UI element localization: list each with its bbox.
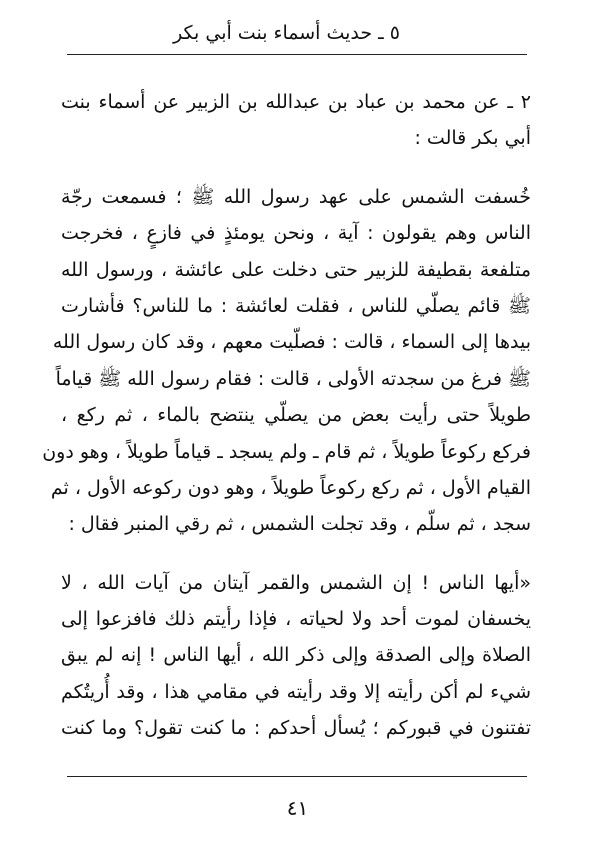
paragraph-eclipse-account (42, 179, 531, 543)
text-line: خُسفت الشمس على عهد رسول الله ﷺ ؛ فسمعت رجّة (61, 185, 531, 208)
text-line: القيام الأول ، ثم ركع ركوعاً طويلاً ، وهو دون ركوعه الأول ، ثم (50, 476, 531, 499)
page-number: ٤١ (286, 796, 309, 820)
text-line: «أيها الناس ! إن الشمس والقمر آيتان من آيات الله ، لا (61, 571, 531, 594)
hadith-text-body (42, 84, 531, 747)
text-line: يخسفان لموت أحد ولا لحياته ، فإذا رأيتم ذلك فافزعوا إلى (61, 608, 531, 631)
text-line: ٢ ـ عن محمد بن عباد بن عبدالله بن الزبير عن أسماء بنت (61, 91, 531, 113)
footer-divider (67, 776, 527, 777)
text-line: متلفعة بقطيفة للزبير حتى دخلت على عائشة ، ورسول الله (61, 258, 531, 281)
text-line: الصلاة وإلى الصدقة وإلى ذكر الله ، أيها الناس ! إنه لم يبق (61, 644, 531, 667)
text-line: سجد ، ثم سلّم ، وقد تجلت الشمس ، ثم رقي المنبر فقال : (68, 513, 531, 536)
text-line: ﷺ قائم يصلّي للناس ، فقلت لعائشة : ما للناس؟ فأشارت (61, 294, 531, 317)
text-line: تفتنون في قبوركم ؛ يُسأل أحدكم : ما كنت تقول؟ وما كنت (61, 717, 531, 740)
header-divider (67, 54, 527, 55)
text-line: الناس وهم يقولون : آية ، ونحن يومئذٍ في فازعٍ ، فخرجت (61, 222, 531, 245)
paragraph-narration-chain (61, 84, 531, 157)
paragraph-sermon-quote (61, 565, 531, 747)
text-line: بيدها إلى السماء ، قالت : فصلّيت معهم ، وقد كان رسول الله (52, 331, 531, 354)
text-line: فركع ركوعاً طويلاً ، ثم قام ـ ولم يسجد ـ قياماً طويلاً ، وهو دون (42, 440, 531, 463)
text-line: طويلاً حتى رأيت بعض من يصلّي ينتضح بالماء ، ثم ركع ، (61, 404, 531, 427)
text-line: شيء لم أكن رأيته إلا وقد رأيته في مقامي هذا ، وقد أُريتُكم (61, 680, 531, 703)
paragraph-gap (61, 543, 531, 565)
text-line: ﷺ فرغ من سجدته الأولى ، قالت : فقام رسول الله ﷺ قياماً (55, 367, 531, 390)
paragraph-gap (61, 157, 531, 179)
running-header-title: ٥ ـ حديث أسماء بنت أبي بكر (173, 22, 400, 44)
text-line: أبي بكر قالت : (414, 127, 531, 150)
